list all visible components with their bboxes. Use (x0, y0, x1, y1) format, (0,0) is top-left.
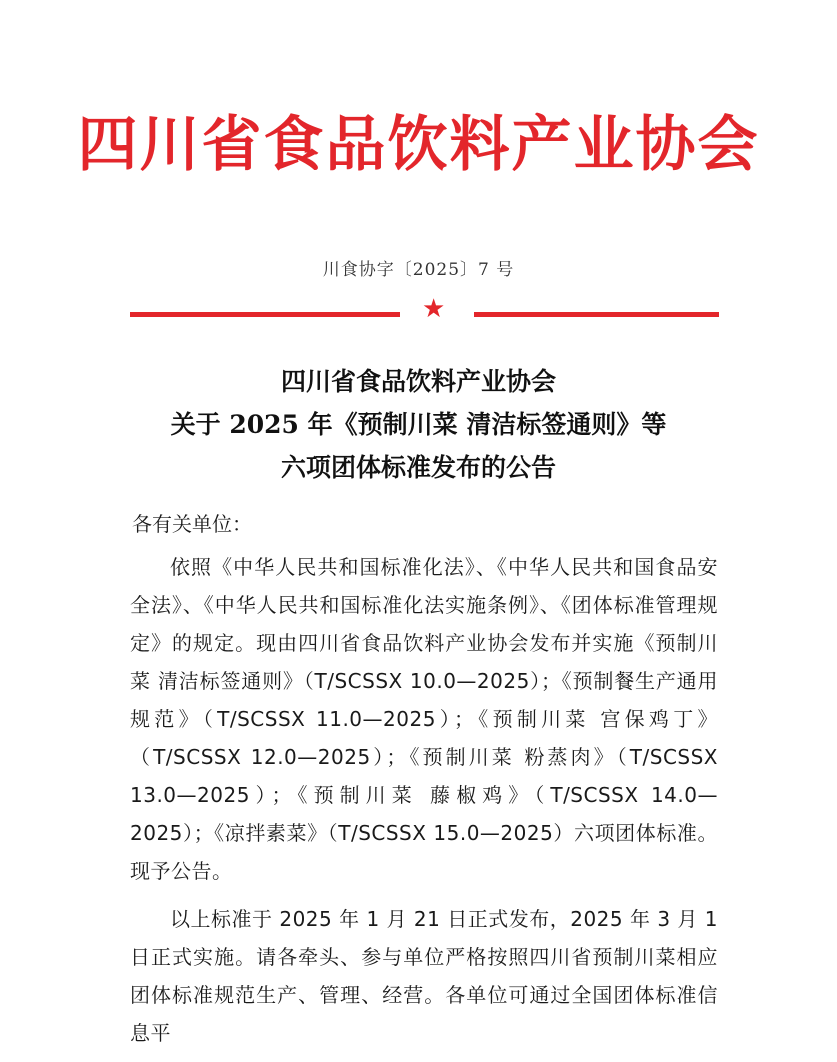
red-divider-right (474, 312, 719, 317)
org-name-header: 四川省食品饮料产业协会 (77, 110, 760, 180)
red-divider-left (130, 312, 400, 317)
notice-title-line-1: 四川省食品饮料产业协会 (280, 367, 556, 396)
document-number: 川食协字〔2025〕7 号 (322, 260, 515, 280)
body-paragraph-1: 依照《中华人民共和国标准化法》、《中华人民共和国食品安全法》、《中华人民共和国标准化法实施条例》、《团体标准管理规定》的规定。现由四川省食品饮料产业协会发布并实施《预制川菜 清洁标签通则》（T/SCSSX 10.0—2025）；《预制餐生产通用规范》（T/SCSSX 11.0—2025）；《预制川菜 宫保鸡丁》（T/SCSSX 12.0—2025）；《预制川菜 粉蒸肉》（T/SCSSX 13.0—2025）；《预制川菜 藤椒鸡》（T/SCSSX 14.0—2025）；《凉拌素菜》（T/SCSSX 15.0—2025）六项团体标准。现予公告。 (130, 555, 718, 883)
notice-title (80, 360, 757, 489)
star-icon: ★ (422, 294, 446, 324)
body-paragraph-2: 以上标准于 2025 年 1 月 21 日正式发布，2025 年 3 月 1 日正式实施。请各牵头、参与单位严格按照四川省预制川菜相应团体标准规范生产、管理、经营。各单位可通过全国团体标准信息平 (130, 907, 718, 1045)
notice-body (130, 548, 718, 1062)
notice-title-line-2: 关于 2025 年《预制川菜 清洁标签通则》等 (170, 410, 667, 439)
salutation: 各有关单位： (132, 512, 252, 536)
notice-title-line-3: 六项团体标准发布的公告 (280, 453, 556, 482)
